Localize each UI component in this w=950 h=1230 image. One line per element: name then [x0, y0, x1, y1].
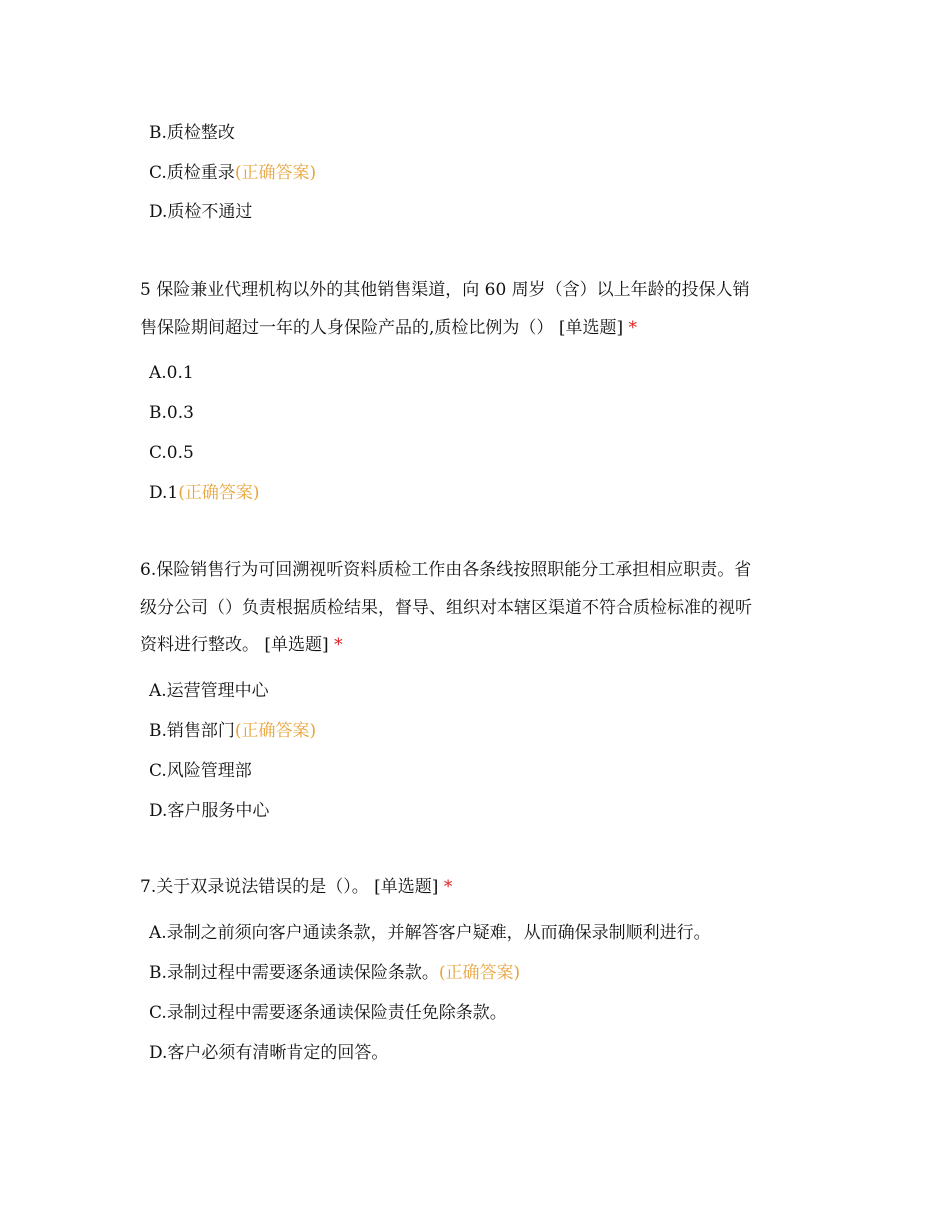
- option-text: C.0.5: [149, 443, 194, 463]
- q6-title-line-2: 级分公司（）负责根据质检结果，督导、组织对本辖区渠道不符合质检标准的视听: [140, 598, 752, 618]
- q7-option-d[interactable]: [149, 1041, 388, 1065]
- q6-title-line-1: 6.保险销售行为可回溯视听资料质检工作由各条线按照职能分工承担相应职责。省: [140, 560, 752, 580]
- question-text: 资料进行整改。: [140, 635, 259, 655]
- q6-option-d[interactable]: [149, 799, 269, 823]
- correct-answer-tag: (正确答案): [438, 963, 521, 983]
- option-text: B.销售部门: [149, 721, 235, 741]
- q6-option-c[interactable]: [149, 759, 252, 783]
- question-type: [单选题]: [264, 635, 329, 655]
- q7-option-a[interactable]: [149, 921, 711, 945]
- option-text: B.0.3: [149, 403, 194, 423]
- option-text: D.1: [149, 483, 179, 503]
- q6-title-line-3: [140, 633, 343, 657]
- required-mark: *: [628, 318, 637, 338]
- option-text: A.录制之前须向客户通读条款，并解答客户疑难，从而确保录制顺利进行。: [149, 923, 711, 943]
- question-type: [单选题]: [374, 877, 439, 897]
- option-text: A.运营管理中心: [149, 681, 269, 701]
- option-text: C.风险管理部: [149, 761, 252, 781]
- required-mark: *: [334, 635, 343, 655]
- q7-title-line-1: [140, 875, 452, 899]
- correct-answer-tag: (正确答案): [234, 163, 317, 183]
- option-text: B.质检整改: [149, 123, 235, 143]
- option-text: C.录制过程中需要逐条通读保险责任免除条款。: [149, 1003, 507, 1023]
- q6-option-b[interactable]: [149, 719, 316, 743]
- option-text: C.质检重录: [149, 163, 235, 183]
- correct-answer-tag: (正确答案): [234, 721, 317, 741]
- q5-option-d[interactable]: [149, 481, 260, 505]
- question-text: 7.关于双录说法错误的是（）。: [140, 877, 369, 897]
- option-text: A.0.1: [149, 363, 194, 383]
- q5-option-a[interactable]: [149, 361, 194, 385]
- q7-option-c[interactable]: [149, 1001, 507, 1025]
- question-text: 售保险期间超过一年的人身保险产品的,质检比例为（）: [140, 318, 554, 338]
- q5-option-b[interactable]: [149, 401, 194, 425]
- q6-option-a[interactable]: [149, 679, 269, 703]
- question-type: [单选题]: [558, 318, 624, 338]
- q4-option-b[interactable]: [149, 121, 235, 145]
- required-mark: *: [443, 877, 453, 897]
- q4-option-d[interactable]: [149, 200, 252, 224]
- q5-title-line-1: 5 保险兼业代理机构以外的其他销售渠道，向 60 周岁（含）以上年龄的投保人销: [140, 280, 750, 300]
- option-text: D.质检不通过: [149, 202, 253, 222]
- q5-title-line-2: [140, 316, 637, 340]
- q5-option-c[interactable]: [149, 441, 194, 465]
- q4-option-c[interactable]: [149, 161, 316, 185]
- option-text: B.录制过程中需要逐条通读保险条款。: [149, 963, 439, 983]
- q7-option-b[interactable]: [149, 961, 520, 985]
- option-text: D.客户必须有清晰肯定的回答。: [149, 1043, 389, 1063]
- option-text: D.客户服务中心: [149, 801, 270, 821]
- correct-answer-tag: (正确答案): [178, 483, 260, 503]
